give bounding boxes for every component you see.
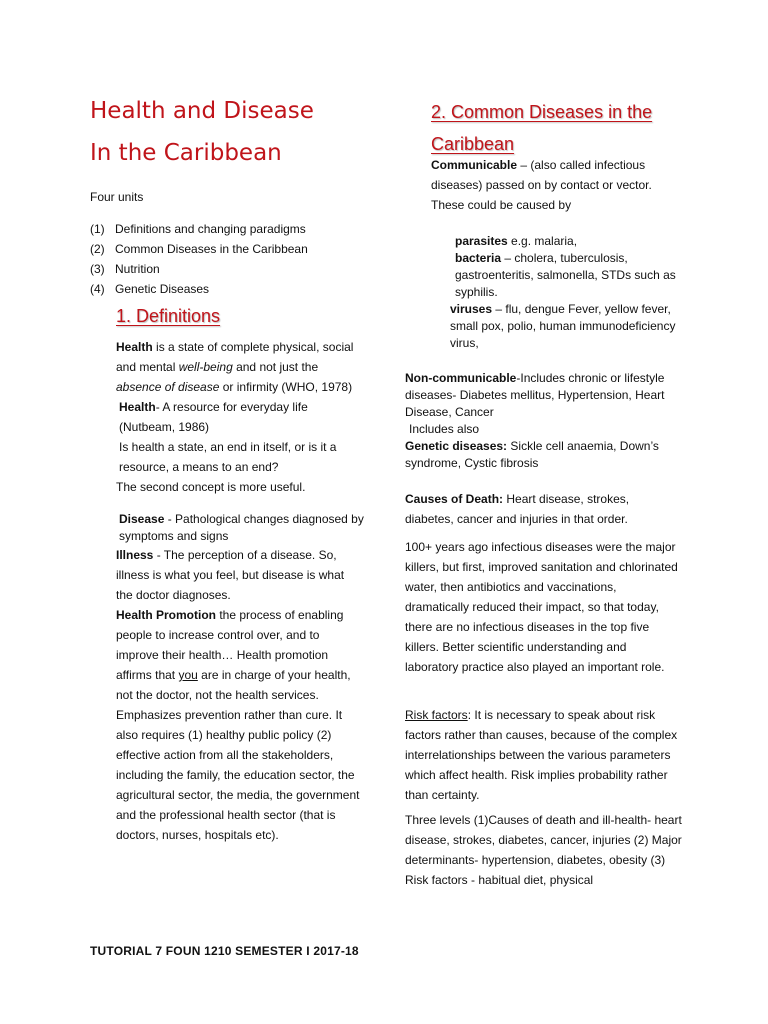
list-item: (3) Nutrition (90, 262, 160, 276)
includes-also-text: Includes also (409, 422, 480, 436)
list-item: (1) Definitions and changing paradigms (90, 222, 306, 236)
non-communicable-paragraph: Non-communicable-Includes chronic or lifestyle diseases- Diabetes mellitus, Hypertension, Heart Disease, Cancer (405, 371, 665, 419)
page-footer: TUTORIAL 7 FOUN 1210 SEMESTER I 2017-18 (90, 944, 359, 958)
list-item: (4) Genetic Diseases (90, 282, 210, 296)
health-question: Is health a state, an end in itself, or is it a resource, a means to an end? (119, 440, 337, 474)
units-list (90, 219, 368, 299)
risk-factors-paragraph: Risk factors: It is necessary to speak about risk factors rather than causes, because of the complex interrelationships between the various parameters which affect health. Risk implies probability rather than certainty. (405, 708, 678, 802)
units-label: Four units (90, 190, 144, 204)
genetic-diseases-paragraph: Genetic diseases: Sickle cell anaemia, Down’s syndrome, Cystic fibrosis (405, 439, 659, 470)
three-levels-paragraph: Three levels (1)Causes of death and ill-health- heart disease, strokes, diabetes, cancer, injuries (2) Major determinants- hypertension, diabetes, obesity (3) Risk factors - habitual diet, physical (405, 813, 682, 887)
title-line-1: Health and Disease (90, 98, 314, 124)
section-1-body (116, 337, 364, 845)
communicable-paragraph: Communicable – (also called infectious diseases) passed on by contact or vector. These could be caused by (431, 158, 652, 212)
non-communicable-block (405, 370, 685, 472)
title-line-2: In the Caribbean (90, 140, 282, 166)
disease-definition: Disease - Pathological changes diagnosed by symptoms and signs (119, 512, 364, 543)
list-item: viruses – flu, dengue Fever, yellow fever, small pox, polio, human immunodeficiency virus, (450, 302, 676, 350)
second-concept-note: The second concept is more useful. (116, 480, 306, 494)
section-2-heading (431, 96, 691, 160)
illness-definition: Illness - The perception of a disease. So, illness is what you feel, but disease is what the doctor diagnoses. (116, 548, 345, 602)
list-item: (2) Common Diseases in the Caribbean (90, 242, 308, 256)
history-paragraph: 100+ years ago infectious diseases were the major killers, but first, improved sanitation and chlorinated water, then antibiotics and vaccinations, dramatically reduced their impact, so that today, there are no infectious diseases in the top five killers. Better scientific understanding and laboratory practice also played an important role. (405, 540, 678, 674)
section-1-heading: 1. Definitions (116, 306, 221, 326)
health-resource-definition: Health- A resource for everyday life (Nutbeam, 1986) (119, 400, 308, 434)
list-item: parasites e.g. malaria, (455, 234, 578, 248)
health-definition: Health is a state of complete physical, social and mental well-being and not just the absence of disease or infirmity (WHO, 1978) (116, 340, 354, 394)
page-title (90, 96, 380, 168)
health-promotion-definition: Health Promotion the process of enabling people to increase control over, and to improve their health… Health promotion affirms that you are in charge of your health, not the doctor, not the health services. Emphasizes prevention rather than cure. It also requires (1) healthy public policy (2) effective action from all the stakeholders, including the family, the education sector, the agricultural sector, the media, the government and the professional health sector (that is doctors, nurses, hospitals etc). (116, 608, 360, 842)
causes-of-death-paragraph: Causes of Death: Heart disease, strokes, diabetes, cancer and injuries in that order. (405, 492, 630, 526)
pathogen-list (450, 233, 685, 352)
section-2-heading-line-2: Caribbean (431, 134, 515, 154)
section-2-heading-line-1: 2. Common Diseases in the (431, 102, 653, 122)
list-item: bacteria – cholera, tuberculosis, gastroenteritis, salmonella, STDs such as syphilis. (455, 251, 676, 299)
